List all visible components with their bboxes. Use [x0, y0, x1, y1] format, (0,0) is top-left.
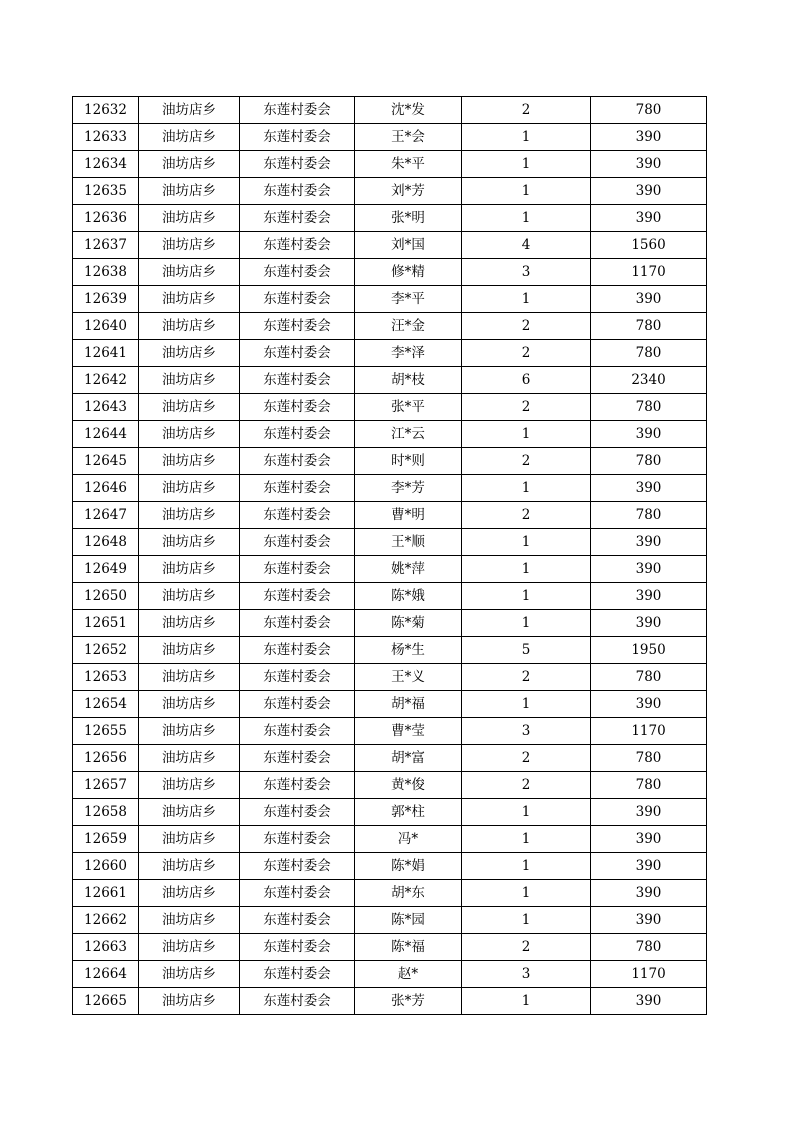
serial-number-cell: 12656 [73, 745, 139, 772]
village-committee-cell: 东莲村委会 [240, 421, 355, 448]
person-name-cell: 刘*国 [355, 232, 462, 259]
table-row [73, 151, 707, 178]
village-committee-cell: 东莲村委会 [240, 151, 355, 178]
township-cell: 油坊店乡 [139, 799, 240, 826]
village-committee-cell: 东莲村委会 [240, 664, 355, 691]
township-cell: 油坊店乡 [139, 286, 240, 313]
table-row [73, 367, 707, 394]
township-cell: 油坊店乡 [139, 205, 240, 232]
amount-cell: 390 [591, 853, 707, 880]
table-row [73, 934, 707, 961]
household-count-cell: 1 [462, 124, 591, 151]
table-row [73, 448, 707, 475]
village-committee-cell: 东莲村委会 [240, 745, 355, 772]
village-committee-cell: 东莲村委会 [240, 691, 355, 718]
person-name-cell: 沈*发 [355, 97, 462, 124]
table-row [73, 502, 707, 529]
table-row [73, 610, 707, 637]
serial-number-cell: 12659 [73, 826, 139, 853]
amount-cell: 1560 [591, 232, 707, 259]
serial-number-cell: 12662 [73, 907, 139, 934]
household-count-cell: 2 [462, 448, 591, 475]
village-committee-cell: 东莲村委会 [240, 124, 355, 151]
amount-cell: 390 [591, 988, 707, 1015]
serial-number-cell: 12632 [73, 97, 139, 124]
household-count-cell: 2 [462, 502, 591, 529]
household-count-cell: 1 [462, 421, 591, 448]
person-name-cell: 汪*金 [355, 313, 462, 340]
amount-cell: 390 [591, 799, 707, 826]
person-name-cell: 胡*福 [355, 691, 462, 718]
village-committee-cell: 东莲村委会 [240, 853, 355, 880]
household-count-cell: 3 [462, 961, 591, 988]
table-row [73, 556, 707, 583]
township-cell: 油坊店乡 [139, 502, 240, 529]
amount-cell: 780 [591, 934, 707, 961]
amount-cell: 780 [591, 97, 707, 124]
table-row [73, 124, 707, 151]
table-row [73, 421, 707, 448]
amount-cell: 390 [591, 826, 707, 853]
serial-number-cell: 12634 [73, 151, 139, 178]
village-committee-cell: 东莲村委会 [240, 529, 355, 556]
household-count-cell: 3 [462, 259, 591, 286]
township-cell: 油坊店乡 [139, 934, 240, 961]
serial-number-cell: 12637 [73, 232, 139, 259]
village-committee-cell: 东莲村委会 [240, 637, 355, 664]
amount-cell: 780 [591, 448, 707, 475]
serial-number-cell: 12653 [73, 664, 139, 691]
serial-number-cell: 12645 [73, 448, 139, 475]
household-count-cell: 1 [462, 880, 591, 907]
village-committee-cell: 东莲村委会 [240, 718, 355, 745]
table-row [73, 745, 707, 772]
table-row [73, 988, 707, 1015]
village-committee-cell: 东莲村委会 [240, 907, 355, 934]
township-cell: 油坊店乡 [139, 475, 240, 502]
table-row [73, 637, 707, 664]
household-count-cell: 1 [462, 610, 591, 637]
township-cell: 油坊店乡 [139, 556, 240, 583]
village-committee-cell: 东莲村委会 [240, 583, 355, 610]
amount-cell: 1950 [591, 637, 707, 664]
village-committee-cell: 东莲村委会 [240, 475, 355, 502]
household-count-cell: 2 [462, 664, 591, 691]
table-row [73, 529, 707, 556]
township-cell: 油坊店乡 [139, 826, 240, 853]
household-count-cell: 1 [462, 691, 591, 718]
serial-number-cell: 12657 [73, 772, 139, 799]
table-row [73, 583, 707, 610]
township-cell: 油坊店乡 [139, 259, 240, 286]
table-row [73, 826, 707, 853]
household-count-cell: 6 [462, 367, 591, 394]
person-name-cell: 李*泽 [355, 340, 462, 367]
household-count-cell: 1 [462, 583, 591, 610]
serial-number-cell: 12665 [73, 988, 139, 1015]
village-committee-cell: 东莲村委会 [240, 313, 355, 340]
serial-number-cell: 12663 [73, 934, 139, 961]
village-committee-cell: 东莲村委会 [240, 772, 355, 799]
serial-number-cell: 12664 [73, 961, 139, 988]
village-committee-cell: 东莲村委会 [240, 205, 355, 232]
person-name-cell: 陈*福 [355, 934, 462, 961]
table-row [73, 286, 707, 313]
amount-cell: 1170 [591, 718, 707, 745]
village-committee-cell: 东莲村委会 [240, 97, 355, 124]
amount-cell: 780 [591, 664, 707, 691]
township-cell: 油坊店乡 [139, 961, 240, 988]
person-name-cell: 陈*菊 [355, 610, 462, 637]
serial-number-cell: 12648 [73, 529, 139, 556]
amount-cell: 390 [591, 286, 707, 313]
household-count-cell: 5 [462, 637, 591, 664]
amount-cell: 1170 [591, 961, 707, 988]
table-row [73, 232, 707, 259]
person-name-cell: 黄*俊 [355, 772, 462, 799]
household-count-cell: 1 [462, 475, 591, 502]
table-row [73, 664, 707, 691]
village-committee-cell: 东莲村委会 [240, 394, 355, 421]
village-committee-cell: 东莲村委会 [240, 880, 355, 907]
township-cell: 油坊店乡 [139, 718, 240, 745]
township-cell: 油坊店乡 [139, 448, 240, 475]
village-committee-cell: 东莲村委会 [240, 961, 355, 988]
amount-cell: 390 [591, 880, 707, 907]
amount-cell: 1170 [591, 259, 707, 286]
village-committee-cell: 东莲村委会 [240, 988, 355, 1015]
amount-cell: 390 [591, 421, 707, 448]
serial-number-cell: 12633 [73, 124, 139, 151]
person-name-cell: 胡*枝 [355, 367, 462, 394]
amount-cell: 390 [591, 907, 707, 934]
serial-number-cell: 12643 [73, 394, 139, 421]
household-count-cell: 1 [462, 205, 591, 232]
table-row [73, 313, 707, 340]
township-cell: 油坊店乡 [139, 124, 240, 151]
village-committee-cell: 东莲村委会 [240, 799, 355, 826]
person-name-cell: 陈*娥 [355, 583, 462, 610]
serial-number-cell: 12644 [73, 421, 139, 448]
household-count-cell: 1 [462, 529, 591, 556]
person-name-cell: 王*义 [355, 664, 462, 691]
township-cell: 油坊店乡 [139, 583, 240, 610]
household-count-cell: 1 [462, 556, 591, 583]
township-cell: 油坊店乡 [139, 367, 240, 394]
person-name-cell: 张*平 [355, 394, 462, 421]
household-count-cell: 2 [462, 313, 591, 340]
township-cell: 油坊店乡 [139, 988, 240, 1015]
village-committee-cell: 东莲村委会 [240, 367, 355, 394]
table-row [73, 205, 707, 232]
person-name-cell: 胡*东 [355, 880, 462, 907]
person-name-cell: 胡*富 [355, 745, 462, 772]
amount-cell: 780 [591, 772, 707, 799]
household-count-cell: 2 [462, 394, 591, 421]
serial-number-cell: 12640 [73, 313, 139, 340]
person-name-cell: 刘*芳 [355, 178, 462, 205]
serial-number-cell: 12654 [73, 691, 139, 718]
table-row [73, 907, 707, 934]
amount-cell: 780 [591, 394, 707, 421]
person-name-cell: 修*精 [355, 259, 462, 286]
township-cell: 油坊店乡 [139, 610, 240, 637]
person-name-cell: 李*芳 [355, 475, 462, 502]
household-count-cell: 2 [462, 772, 591, 799]
records-table-body [73, 97, 707, 1015]
person-name-cell: 杨*生 [355, 637, 462, 664]
person-name-cell: 张*芳 [355, 988, 462, 1015]
household-count-cell: 1 [462, 826, 591, 853]
household-count-cell: 1 [462, 286, 591, 313]
village-committee-cell: 东莲村委会 [240, 259, 355, 286]
township-cell: 油坊店乡 [139, 907, 240, 934]
serial-number-cell: 12642 [73, 367, 139, 394]
amount-cell: 390 [591, 205, 707, 232]
amount-cell: 390 [591, 691, 707, 718]
household-count-cell: 1 [462, 853, 591, 880]
household-count-cell: 1 [462, 988, 591, 1015]
serial-number-cell: 12641 [73, 340, 139, 367]
household-count-cell: 1 [462, 907, 591, 934]
township-cell: 油坊店乡 [139, 880, 240, 907]
amount-cell: 780 [591, 340, 707, 367]
table-row [73, 394, 707, 421]
township-cell: 油坊店乡 [139, 97, 240, 124]
table-row [73, 259, 707, 286]
person-name-cell: 时*则 [355, 448, 462, 475]
serial-number-cell: 12635 [73, 178, 139, 205]
household-count-cell: 4 [462, 232, 591, 259]
township-cell: 油坊店乡 [139, 394, 240, 421]
serial-number-cell: 12651 [73, 610, 139, 637]
village-committee-cell: 东莲村委会 [240, 502, 355, 529]
person-name-cell: 姚*萍 [355, 556, 462, 583]
township-cell: 油坊店乡 [139, 421, 240, 448]
amount-cell: 390 [591, 529, 707, 556]
village-committee-cell: 东莲村委会 [240, 178, 355, 205]
township-cell: 油坊店乡 [139, 745, 240, 772]
person-name-cell: 王*会 [355, 124, 462, 151]
township-cell: 油坊店乡 [139, 529, 240, 556]
serial-number-cell: 12658 [73, 799, 139, 826]
amount-cell: 390 [591, 475, 707, 502]
amount-cell: 780 [591, 313, 707, 340]
township-cell: 油坊店乡 [139, 637, 240, 664]
person-name-cell: 郭*柱 [355, 799, 462, 826]
person-name-cell: 陈*娟 [355, 853, 462, 880]
person-name-cell: 王*顺 [355, 529, 462, 556]
village-committee-cell: 东莲村委会 [240, 448, 355, 475]
person-name-cell: 曹*莹 [355, 718, 462, 745]
township-cell: 油坊店乡 [139, 313, 240, 340]
township-cell: 油坊店乡 [139, 691, 240, 718]
table-row [73, 340, 707, 367]
table-row [73, 97, 707, 124]
township-cell: 油坊店乡 [139, 853, 240, 880]
village-committee-cell: 东莲村委会 [240, 340, 355, 367]
amount-cell: 780 [591, 745, 707, 772]
table-row [73, 691, 707, 718]
amount-cell: 390 [591, 151, 707, 178]
person-name-cell: 赵* [355, 961, 462, 988]
village-committee-cell: 东莲村委会 [240, 556, 355, 583]
person-name-cell: 曹*明 [355, 502, 462, 529]
table-row [73, 880, 707, 907]
serial-number-cell: 12655 [73, 718, 139, 745]
serial-number-cell: 12661 [73, 880, 139, 907]
serial-number-cell: 12646 [73, 475, 139, 502]
person-name-cell: 张*明 [355, 205, 462, 232]
amount-cell: 390 [591, 583, 707, 610]
person-name-cell: 李*平 [355, 286, 462, 313]
table-row [73, 178, 707, 205]
township-cell: 油坊店乡 [139, 340, 240, 367]
table-row [73, 853, 707, 880]
amount-cell: 390 [591, 556, 707, 583]
serial-number-cell: 12660 [73, 853, 139, 880]
household-count-cell: 2 [462, 745, 591, 772]
household-count-cell: 2 [462, 934, 591, 961]
township-cell: 油坊店乡 [139, 664, 240, 691]
table-row [73, 799, 707, 826]
serial-number-cell: 12652 [73, 637, 139, 664]
household-count-cell: 1 [462, 799, 591, 826]
household-count-cell: 3 [462, 718, 591, 745]
serial-number-cell: 12649 [73, 556, 139, 583]
household-count-cell: 1 [462, 178, 591, 205]
table-row [73, 961, 707, 988]
serial-number-cell: 12638 [73, 259, 139, 286]
household-count-cell: 2 [462, 340, 591, 367]
village-committee-cell: 东莲村委会 [240, 610, 355, 637]
table-row [73, 772, 707, 799]
village-committee-cell: 东莲村委会 [240, 232, 355, 259]
table-row [73, 475, 707, 502]
township-cell: 油坊店乡 [139, 772, 240, 799]
township-cell: 油坊店乡 [139, 151, 240, 178]
serial-number-cell: 12636 [73, 205, 139, 232]
amount-cell: 780 [591, 502, 707, 529]
table-row [73, 718, 707, 745]
serial-number-cell: 12639 [73, 286, 139, 313]
person-name-cell: 陈*园 [355, 907, 462, 934]
village-committee-cell: 东莲村委会 [240, 286, 355, 313]
serial-number-cell: 12647 [73, 502, 139, 529]
amount-cell: 2340 [591, 367, 707, 394]
amount-cell: 390 [591, 610, 707, 637]
records-table [72, 96, 707, 1015]
person-name-cell: 朱*平 [355, 151, 462, 178]
township-cell: 油坊店乡 [139, 178, 240, 205]
person-name-cell: 冯* [355, 826, 462, 853]
amount-cell: 390 [591, 178, 707, 205]
township-cell: 油坊店乡 [139, 232, 240, 259]
serial-number-cell: 12650 [73, 583, 139, 610]
village-committee-cell: 东莲村委会 [240, 826, 355, 853]
person-name-cell: 江*云 [355, 421, 462, 448]
village-committee-cell: 东莲村委会 [240, 934, 355, 961]
household-count-cell: 2 [462, 97, 591, 124]
amount-cell: 390 [591, 124, 707, 151]
household-count-cell: 1 [462, 151, 591, 178]
